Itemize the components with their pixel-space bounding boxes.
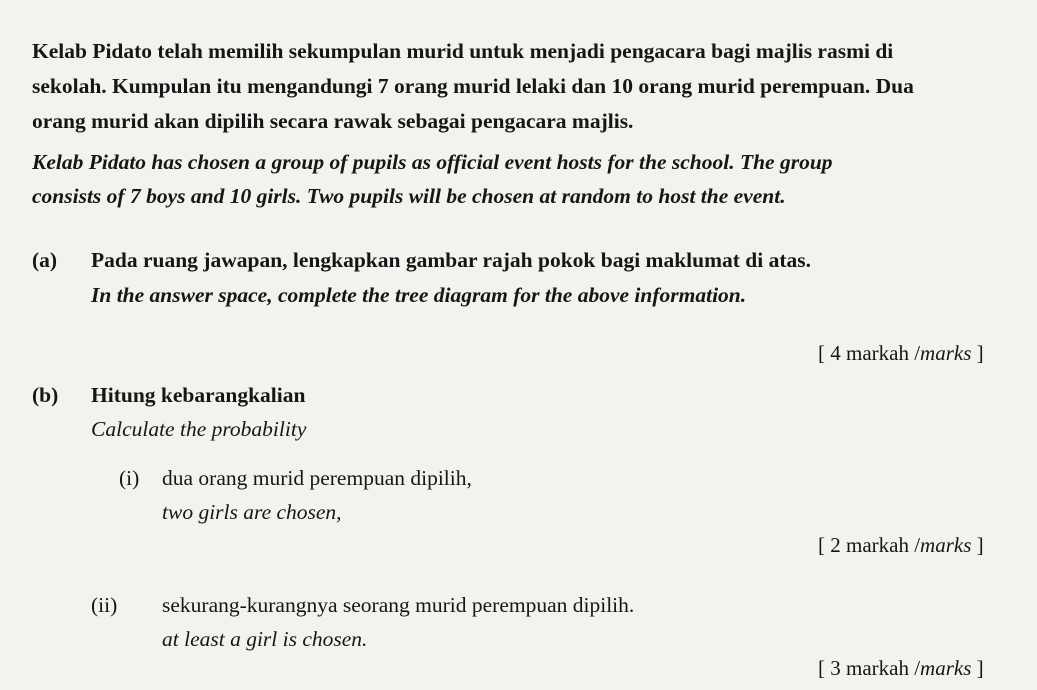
part-b-i-malay: dua orang murid perempuan dipilih, [162, 466, 472, 490]
part-a-label: (a) [32, 248, 58, 272]
part-a-english: In the answer space, complete the tree diagram for the above information. [91, 283, 747, 307]
part-a-malay: Pada ruang jawapan, lengkapkan gambar rajah pokok bagi maklumat di atas. [91, 248, 812, 272]
part-a-marks-prefix: [ 4 markah / [818, 341, 921, 365]
part-b-english: Calculate the probability [91, 417, 307, 441]
part-a-marks-en: marks [920, 341, 972, 365]
part-b-i-marks-en: marks [920, 533, 972, 557]
part-b-i-marks-prefix: [ 2 markah / [818, 533, 921, 557]
part-a-marks [818, 340, 984, 366]
part-b-i-label: (i) [119, 466, 140, 490]
part-b-ii-marks [818, 655, 984, 681]
intro-malay-line-3: orang murid akan dipilih secara rawak sebagai pengacara majlis. [32, 109, 634, 133]
part-b-ii-malay: sekurang-kurangnya seorang murid perempuan dipilih. [162, 593, 635, 617]
part-b-label: (b) [32, 383, 59, 407]
part-b-ii-label: (ii) [91, 593, 118, 617]
part-b-ii-marks-prefix: [ 3 markah / [818, 656, 921, 680]
part-b-i-marks-suffix: ] [971, 533, 984, 557]
intro-malay-line-1: Kelab Pidato telah memilih sekumpulan murid untuk menjadi pengacara bagi majlis rasmi di [32, 39, 894, 63]
part-b-ii-marks-en: marks [920, 656, 972, 680]
intro-english-line-1: Kelab Pidato has chosen a group of pupils as official event hosts for the school. The group [32, 150, 833, 174]
part-b-i-english: two girls are chosen, [162, 500, 342, 524]
part-b-ii-english: at least a girl is chosen. [162, 627, 368, 651]
part-b-i-marks [818, 532, 984, 558]
part-b-malay: Hitung kebarangkalian [91, 383, 306, 407]
intro-english-line-2: consists of 7 boys and 10 girls. Two pupils will be chosen at random to host the event. [32, 184, 786, 208]
intro-malay-line-2: sekolah. Kumpulan itu mengandungi 7 orang murid lelaki dan 10 orang murid perempuan. Dua [32, 74, 914, 98]
part-a-marks-suffix: ] [971, 341, 984, 365]
part-b-ii-marks-suffix: ] [971, 656, 984, 680]
